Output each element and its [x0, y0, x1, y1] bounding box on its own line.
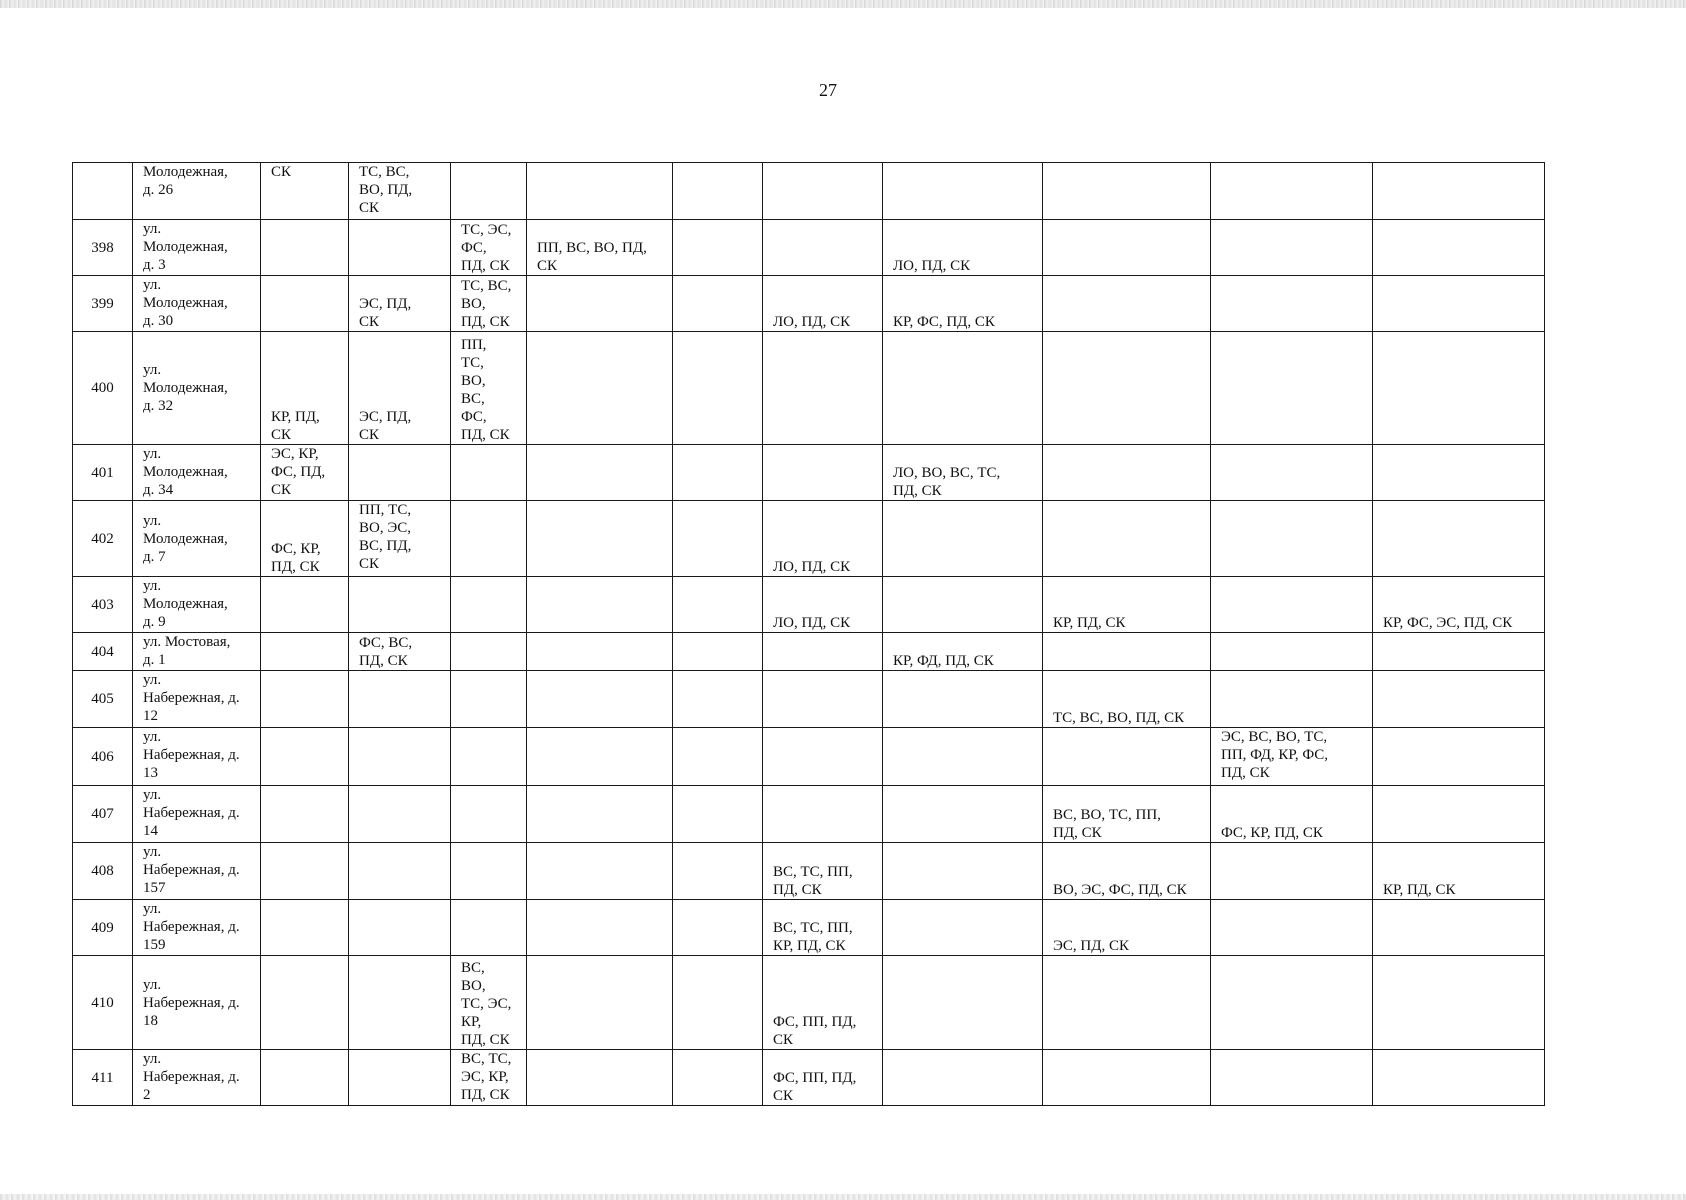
table-cell: [451, 671, 527, 728]
row-number: 411: [73, 1050, 133, 1106]
table-cell: КР, ФД, ПД, СК: [883, 633, 1043, 671]
table-row: [73, 633, 1545, 671]
table-cell: [1373, 671, 1545, 728]
table-cell: [883, 163, 1043, 220]
table-cell: [527, 956, 673, 1050]
table-cell: [1373, 332, 1545, 445]
table-cell: [527, 671, 673, 728]
table-cell: [1211, 1050, 1373, 1106]
table-cell: [673, 1050, 763, 1106]
table-cell: ФС, КР, ПД, СК: [1211, 786, 1373, 843]
table-cell: [527, 843, 673, 900]
table-cell: [451, 900, 527, 956]
table-cell: ПП, ТС, ВО, ЭС, ВС, ПД, СК: [349, 501, 451, 577]
address-cell: ул. Молодежная, д. 3: [133, 220, 261, 276]
table-cell: [527, 728, 673, 786]
table-cell: ПП, ВС, ВО, ПД, СК: [527, 220, 673, 276]
table-row: [73, 728, 1545, 786]
table-cell: [673, 501, 763, 577]
table-row: [73, 577, 1545, 633]
table-cell: ТС, ВС, ВО, ПД, СК: [451, 276, 527, 332]
table-cell: [451, 163, 527, 220]
table-cell: [349, 786, 451, 843]
table-cell: [1211, 163, 1373, 220]
table-cell: ПП, ТС, ВО, ВС, ФС, ПД, СК: [451, 332, 527, 445]
table-cell: [673, 276, 763, 332]
row-number: 405: [73, 671, 133, 728]
table-cell: ЛО, ПД, СК: [763, 501, 883, 577]
table-cell: [673, 633, 763, 671]
table-cell: [1043, 956, 1211, 1050]
table-cell: КР, ПД, СК: [1043, 577, 1211, 633]
table-cell: [883, 956, 1043, 1050]
table-cell: [349, 577, 451, 633]
table-cell: [673, 332, 763, 445]
table-cell: [527, 163, 673, 220]
table-cell: [1211, 843, 1373, 900]
table-cell: [1373, 276, 1545, 332]
table-cell: [527, 633, 673, 671]
table-cell: [261, 671, 349, 728]
row-number: 410: [73, 956, 133, 1050]
table-cell: [1373, 900, 1545, 956]
page-number: 27: [819, 80, 837, 100]
table-cell: ЛО, ПД, СК: [763, 577, 883, 633]
table-cell: ТС, ВС, ВО, ПД, СК: [349, 163, 451, 220]
table-cell: [1373, 501, 1545, 577]
table-cell: ЭС, КР, ФС, ПД, СК: [261, 445, 349, 501]
address-cell: ул. Молодежная, д. 30: [133, 276, 261, 332]
table-cell: ЛО, ПД, СК: [763, 276, 883, 332]
table-cell: [673, 956, 763, 1050]
table-cell: [451, 728, 527, 786]
table-row: [73, 843, 1545, 900]
table-row: [73, 900, 1545, 956]
table-cell: [1373, 956, 1545, 1050]
table-cell: [349, 900, 451, 956]
table-cell: ВС, ТС, ЭС, КР, ПД, СК: [451, 1050, 527, 1106]
table-cell: [1373, 786, 1545, 843]
table-cell: [1043, 332, 1211, 445]
row-number: 403: [73, 577, 133, 633]
table-cell: [527, 445, 673, 501]
address-cell: ул. Набережная, д. 157: [133, 843, 261, 900]
table-cell: [451, 633, 527, 671]
row-number: 401: [73, 445, 133, 501]
address-cell: ул. Набережная, д. 12: [133, 671, 261, 728]
address-cell: ул. Мостовая, д. 1: [133, 633, 261, 671]
table-row: [73, 501, 1545, 577]
table-cell: ФС, ВС, ПД, СК: [349, 633, 451, 671]
table-cell: ЭС, ПД, СК: [349, 276, 451, 332]
address-cell: ул. Набережная, д. 159: [133, 900, 261, 956]
table-row: [73, 1050, 1545, 1106]
table-row: [73, 163, 1545, 220]
address-cell: ул. Набережная, д. 14: [133, 786, 261, 843]
table-cell: [261, 900, 349, 956]
table-row: [73, 956, 1545, 1050]
table-cell: ВО, ЭС, ФС, ПД, СК: [1043, 843, 1211, 900]
table-cell: [763, 671, 883, 728]
table-cell: ЛО, ВО, ВС, ТС, ПД, СК: [883, 445, 1043, 501]
table-cell: [1211, 900, 1373, 956]
table-cell: ВС, ВО, ТС, ПП, ПД, СК: [1043, 786, 1211, 843]
table-cell: ФС, ПП, ПД, СК: [763, 956, 883, 1050]
table-cell: [527, 332, 673, 445]
table-cell: [527, 501, 673, 577]
row-number: 399: [73, 276, 133, 332]
row-number: 404: [73, 633, 133, 671]
table-cell: [883, 728, 1043, 786]
table-cell: СК: [261, 163, 349, 220]
table-cell: [261, 843, 349, 900]
table-cell: [883, 671, 1043, 728]
table-cell: ВС, ТС, ПП, ПД, СК: [763, 843, 883, 900]
table-cell: [451, 445, 527, 501]
table-cell: [673, 220, 763, 276]
table-cell: КР, ПД, СК: [1373, 843, 1545, 900]
table-cell: [1043, 220, 1211, 276]
table-cell: [349, 671, 451, 728]
row-number: 409: [73, 900, 133, 956]
table-cell: [1211, 220, 1373, 276]
row-number: 408: [73, 843, 133, 900]
scan-edge-bottom: [0, 1194, 1686, 1200]
table-cell: [883, 501, 1043, 577]
table-cell: [1373, 1050, 1545, 1106]
table-cell: [527, 1050, 673, 1106]
address-cell: ул. Набережная, д. 2: [133, 1050, 261, 1106]
address-cell: Молодежная, д. 26: [133, 163, 261, 220]
table-cell: [883, 1050, 1043, 1106]
table-cell: [349, 956, 451, 1050]
table-cell: [883, 843, 1043, 900]
table-row: [73, 445, 1545, 501]
table-cell: [451, 843, 527, 900]
table-cell: [763, 728, 883, 786]
table-cell: [673, 728, 763, 786]
table-row: [73, 276, 1545, 332]
address-cell: ул. Молодежная, д. 34: [133, 445, 261, 501]
address-cell: ул. Молодежная, д. 9: [133, 577, 261, 633]
table-cell: [1211, 445, 1373, 501]
table-cell: [1373, 163, 1545, 220]
table-cell: [1043, 163, 1211, 220]
table-cell: ВС, ТС, ПП, КР, ПД, СК: [763, 900, 883, 956]
row-number: 407: [73, 786, 133, 843]
address-cell: ул. Набережная, д. 18: [133, 956, 261, 1050]
table-cell: [349, 1050, 451, 1106]
table-cell: [1211, 671, 1373, 728]
table-cell: [763, 163, 883, 220]
table-cell: [451, 577, 527, 633]
table-cell: [1211, 276, 1373, 332]
table-cell: ЭС, ВС, ВО, ТС, ПП, ФД, КР, ФС, ПД, СК: [1211, 728, 1373, 786]
table-cell: [527, 786, 673, 843]
table-cell: ТС, ВС, ВО, ПД, СК: [1043, 671, 1211, 728]
address-cell: ул. Молодежная, д. 32: [133, 332, 261, 445]
table-cell: [349, 445, 451, 501]
table-cell: [1211, 956, 1373, 1050]
table-cell: [883, 786, 1043, 843]
table-cell: [1211, 577, 1373, 633]
table-cell: [261, 786, 349, 843]
table-cell: [1043, 276, 1211, 332]
scan-edge-top: [0, 0, 1686, 8]
table-cell: [883, 900, 1043, 956]
table-cell: [673, 786, 763, 843]
row-number: [73, 163, 133, 220]
table-cell: ВС, ВО, ТС, ЭС, КР, ПД, СК: [451, 956, 527, 1050]
table-cell: [673, 163, 763, 220]
table-cell: ФС, ПП, ПД, СК: [763, 1050, 883, 1106]
register-table: [72, 162, 1545, 1106]
table-cell: [1211, 332, 1373, 445]
table-cell: ФС, КР, ПД, СК: [261, 501, 349, 577]
table-cell: [349, 220, 451, 276]
table-cell: КР, ФС, ЭС, ПД, СК: [1373, 577, 1545, 633]
table-cell: [1373, 445, 1545, 501]
table-cell: [261, 728, 349, 786]
table-cell: ЭС, ПД, СК: [349, 332, 451, 445]
table-cell: [1043, 445, 1211, 501]
table-cell: [1211, 633, 1373, 671]
row-number: 398: [73, 220, 133, 276]
table-cell: КР, ФС, ПД, СК: [883, 276, 1043, 332]
table-cell: [1043, 1050, 1211, 1106]
table-cell: [451, 786, 527, 843]
table-cell: [1043, 501, 1211, 577]
table-cell: [261, 1050, 349, 1106]
table-cell: ЛО, ПД, СК: [883, 220, 1043, 276]
table-cell: [261, 220, 349, 276]
table-cell: [673, 671, 763, 728]
table-row: [73, 671, 1545, 728]
row-number: 406: [73, 728, 133, 786]
table-cell: [261, 956, 349, 1050]
table-cell: [763, 445, 883, 501]
table-cell: [261, 577, 349, 633]
table-cell: [763, 786, 883, 843]
table-cell: [763, 332, 883, 445]
table-body: [73, 163, 1545, 1106]
table-row: [73, 220, 1545, 276]
row-number: 400: [73, 332, 133, 445]
address-cell: ул. Молодежная, д. 7: [133, 501, 261, 577]
table-cell: [349, 843, 451, 900]
table-cell: [673, 445, 763, 501]
table-cell: КР, ПД, СК: [261, 332, 349, 445]
table-cell: [261, 633, 349, 671]
table-cell: [883, 577, 1043, 633]
row-number: 402: [73, 501, 133, 577]
table-cell: [1211, 501, 1373, 577]
table-cell: [527, 276, 673, 332]
table-cell: ТС, ЭС, ФС, ПД, СК: [451, 220, 527, 276]
table-cell: [527, 577, 673, 633]
table-cell: [527, 900, 673, 956]
table-cell: [883, 332, 1043, 445]
table-cell: [1043, 633, 1211, 671]
table-cell: [673, 577, 763, 633]
table-cell: [763, 220, 883, 276]
table-cell: [673, 843, 763, 900]
table-cell: [261, 276, 349, 332]
table-cell: [1043, 728, 1211, 786]
table-cell: [1373, 633, 1545, 671]
table-row: [73, 786, 1545, 843]
address-cell: ул. Набережная, д. 13: [133, 728, 261, 786]
table-cell: [673, 900, 763, 956]
table-cell: [1373, 220, 1545, 276]
table-cell: ЭС, ПД, СК: [1043, 900, 1211, 956]
table-row: [73, 332, 1545, 445]
table-cell: [349, 728, 451, 786]
table-cell: [451, 501, 527, 577]
table-cell: [763, 633, 883, 671]
table-cell: [1373, 728, 1545, 786]
